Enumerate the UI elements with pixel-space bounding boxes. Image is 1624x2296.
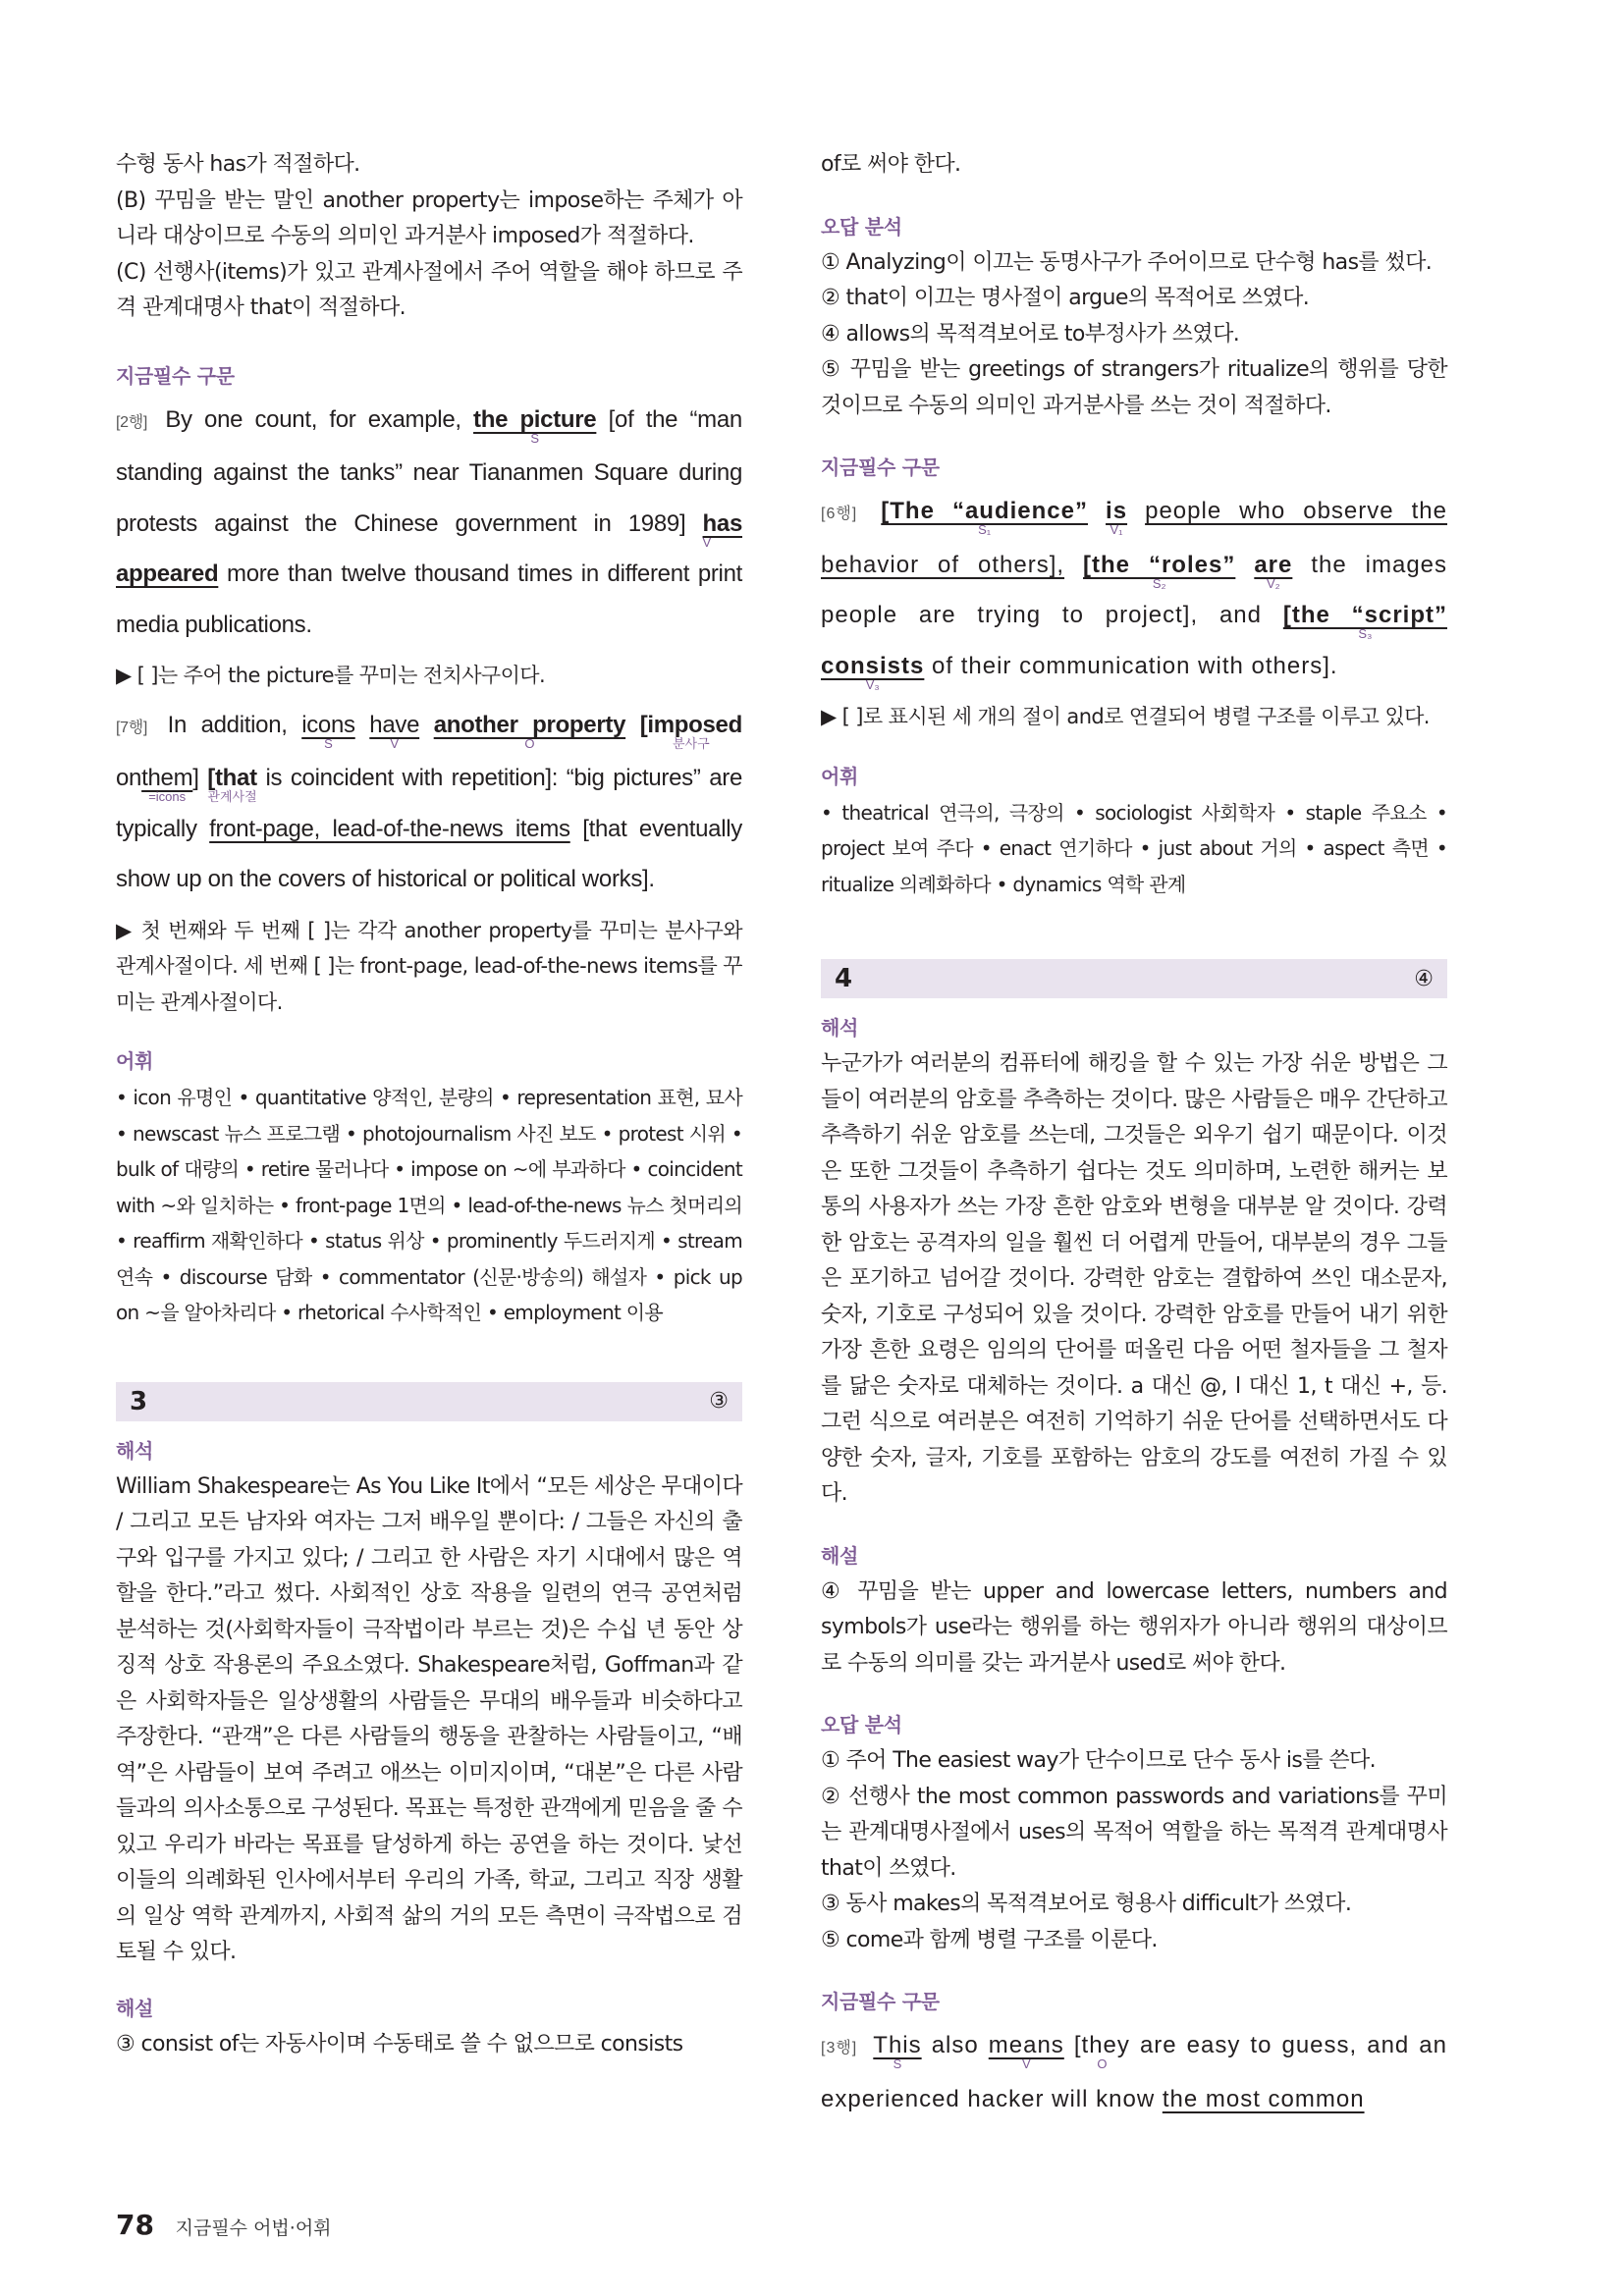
line-number: [3행]: [821, 2040, 858, 2056]
translation-heading: 해석: [116, 1438, 154, 1463]
wrong-answer-item: ① Analyzing이 이끄는 동명사구가 주어이므로 단수형 has를 썼다.: [821, 249, 1433, 275]
wrong-answer-item: ④ allows의 목적격보어로 to부정사가 쓰였다.: [821, 321, 1240, 347]
explanation-text: ③ consist of는 자동사이며 수동태로 쓸 수 없으므로 consists: [116, 2031, 683, 2056]
grammar-label: O: [1097, 2056, 1108, 2071]
explanation-continued: of로 써야 한다.: [821, 152, 961, 177]
subject-token: [The “audience” S₁: [881, 498, 1089, 537]
sentence-text: In addition,: [167, 711, 288, 738]
grammar-label: V₂: [1266, 575, 1280, 591]
question-number: 3: [130, 1386, 148, 1416]
verb-token: are V₂: [1254, 552, 1292, 578]
wrong-answer-item: ② that이 이끄는 명사절이 argue의 목적어로 쓰였다.: [821, 286, 1310, 310]
grammar-label: O: [524, 735, 535, 751]
sentence-text: [that eventually show up on the covers of historical or political works].: [116, 815, 742, 892]
line-number: [6행]: [821, 506, 858, 522]
translation-heading: 해석: [821, 1016, 859, 1040]
left-column: [116, 147, 742, 2062]
subject-token: [the “roles” S₂: [1083, 551, 1236, 591]
question-bar: [821, 959, 1447, 998]
relative-bracket: [that 관계사절: [207, 765, 257, 791]
verb-token: consists V₃: [821, 652, 925, 692]
question-number: 4: [835, 964, 853, 993]
syntax-sentence-3: [821, 486, 1447, 691]
sentence-text: are easy to guess, and an experienced hacker will know: [821, 2032, 1447, 2112]
grammar-label: V: [1021, 2056, 1031, 2071]
explanation-text: ④ 꾸밈을 받는 upper and lowercase letters, numbers and symbols가 use라는 행위를 하는 행위자가 아니라 행위의 대상이므로 수동의 의미를 갖는 과거분사 used로 써야 한다.: [821, 1578, 1447, 1676]
verb-token: means V: [988, 2032, 1064, 2071]
grammar-label: S₃: [1358, 626, 1373, 641]
subject-token: the picture S: [473, 405, 597, 446]
subject-token: [the “script” S₃: [1282, 602, 1447, 641]
grammar-label: 분사구: [672, 735, 710, 751]
line-number: [7행]: [116, 719, 148, 736]
grammar-label: S₂: [1152, 575, 1166, 591]
wrong-answer-heading: 오답 분석: [821, 1713, 902, 1736]
object-token: another property O: [433, 711, 626, 751]
grammar-label: =icons: [148, 789, 187, 804]
translation-text: William Shakespeare는 As You Like It에서 “모든 세상은 무대이다 / 그리고 모든 남자와 여자는 그저 배우일 뿐이다: / 그들은 자신의 출구와 입구를 가지고 있다; / 그리고 한 사람은 자기 시대에서 많은 역할을 한다.”라고 썼다. 사회적인 상호 작용을 일련의 연극 공연처럼 분석하는 것(사회학자들이 극작법이라 부르는 것)은 수십 년 동안 상징적 상호 작용론의 주요소였다. Shakespeare처럼, Goffman과 같은 사회학자들은 일상생활의 사람들은 무대의 배우들과 비슷하다고 주장한다. “관객”은 다른 사람들의 행동을 관찰하는 사람들이고, “배역”은 사람들이 보여 주려고 애쓰는 이미지이며, “대본”은 다른 사람들과의 의사소통으로 구성된다. 목표는 특정한 관객에게 믿음을 줄 수 있고 우리가 바라는 목표를 달성하게 하는 공연을 하는 것이다. 낯선 이들의 의례화된 인사에서부터 우리의 가족, 학교, 그리고 직장 생활의 일상 역학 관계까지, 사회적 삶의 거의 모든 측면이 극작법으로 검토될 수 있다.: [116, 1473, 742, 1964]
verb-token: have V: [369, 711, 420, 751]
grammar-label: 관계사절: [207, 789, 257, 804]
page-number: 78: [116, 2209, 154, 2241]
verb-token: is V₁: [1106, 498, 1127, 524]
wrong-answer-item: ③ 동사 makes의 목적격보어로 형용사 difficult가 쓰였다.: [821, 1892, 1352, 1916]
explanation-heading: 해설: [116, 1996, 154, 2020]
vocab-list: • theatrical 연극의, 극장의 • sociologist 사회학자 • staple 주요소 • project 보여 주다 • enact 연기하다 • just about 거의 • aspect 측면 • ritualize 의례화하다 • dynamics 역학 관계: [821, 800, 1447, 896]
answer-mark: ④: [1414, 966, 1434, 991]
intro-line: (C) 선행사(items)가 있고 관계사절에서 주어 역할을 해야 하므로 주격 관계대명사 that이 적절하다.: [116, 259, 742, 320]
intro-line: 수형 동사 has가 적절하다.: [116, 152, 360, 177]
subject-token: This S: [873, 2032, 922, 2071]
page-footer: [116, 2209, 332, 2241]
syntax-heading: 지금필수 구문: [821, 1990, 940, 2013]
sentence-text: of their communication with others].: [932, 652, 1338, 679]
syntax-heading: 지금필수 구문: [821, 455, 940, 479]
grammar-label: S₁: [978, 522, 992, 537]
wrong-answer-heading: 오답 분석: [821, 214, 902, 239]
sentence-text: By one count, for example,: [165, 405, 461, 433]
noun-phrase-token: the most common: [1162, 2085, 1365, 2112]
participle-bracket: [imposed 분사구: [640, 712, 742, 738]
grammar-label: S: [893, 2056, 902, 2071]
sentence-text: [of the “man standing against the tanks” near Tiananmen Square during protests against the Chinese government in 1989]: [116, 405, 742, 537]
grammar-label: V₃: [865, 676, 880, 692]
line-number: [2행]: [116, 413, 148, 431]
grammar-label: V₁: [1110, 522, 1123, 537]
subject-token: icons S: [301, 711, 355, 751]
sentence-text: also: [931, 2032, 979, 2058]
translation-text: 누군가가 여러분의 컴퓨터에 해킹을 할 수 있는 가장 쉬운 방법은 그들이 여러분의 암호를 추측하는 것이다. 많은 사람들은 매우 간단하고 추측하기 쉬운 암호를 쓰는데, 그것들은 외우기 쉽기 때문이다. 이것은 또한 그것들이 추측하기 쉽다는 것도 의미하며, 노련한 해커는 보통의 사용자가 쓰는 가장 흔한 암호와 변형을 대부분 알 것이다. 강력한 암호는 공격자의 일을 훨씬 더 어렵게 만들어, 대부분의 경우 그들은 포기하고 넘어갈 것이다. 강력한 암호는 결합하여 쓰인 대소문자, 숫자, 기호로 구성되어 있을 것이다. 강력한 암호를 만들어 내기 위한 가장 흔한 요령은 임의의 단어를 떠올린 다음 어떤 철자들을 그 철자를 닮은 숫자로 대체하는 것이다. a 대신 @, l 대신 1, t 대신 +, 등. 그런 식으로 여러분은 여전히 기억하기 쉬운 단어를 선택하면서도 다양한 숫자, 글자, 기호를 포함하는 암호의 강도를 여전히 가질 수 있다.: [821, 1051, 1447, 1506]
sentence-text: ]: [192, 765, 199, 791]
pronoun-token: them =icons: [141, 765, 192, 791]
sentence-text: on: [116, 765, 142, 791]
wrong-answer-item: ① 주어 The easiest way가 단수이므로 단수 동사 is를 쓴다.: [821, 1748, 1377, 1773]
wrong-answer-item: ⑤ 꾸밈을 받는 greetings of strangers가 ritualize의 행위를 당한 것이므로 수동의 의미인 과거분사를 쓰는 것이 적절하다.: [821, 357, 1447, 418]
vocab-list: • icon 유명인 • quantitative 양적인, 분량의 • representation 표현, 묘사 • newscast 뉴스 프로그램 • photojournalism 사진 보도 • protest 시위 • bulk of 대량의 • retire 물러나다 • impose on ~에 부과하다 • coincident with ~와 일치하는 • front-page 1면의 • lead-of-the-news 뉴스 첫머리의 • reaffirm 재확인하다 • status 위상 • prominently 두드러지게 • stream 연속 • discourse 담화 • commentator (신문·방송의) 해설자 • pick up on ~을 알아차리다 • rhetorical 수사학적인 • employment 이용: [116, 1086, 742, 1324]
grammar-label: V: [390, 735, 400, 751]
right-column: [821, 147, 1447, 2124]
syntax-note: ▶ [ ]는 주어 the picture를 꾸미는 전치사구이다.: [116, 664, 546, 687]
syntax-sentence-4: [821, 2020, 1447, 2124]
grammar-label: S: [324, 735, 333, 751]
vocab-heading: 어휘: [116, 1049, 154, 1073]
book-title: 지금필수 어법·어휘: [175, 2217, 332, 2239]
syntax-sentence-1: [116, 395, 742, 651]
syntax-heading: 지금필수 구문: [116, 363, 235, 388]
sentence-text: people who observe the behavior of others],: [821, 498, 1448, 578]
wrong-answer-item: ② 선행사 the most common passwords and variations를 꾸미는 관계대명사절에서 uses의 목적어 역할을 하는 목적격 관계대명사 that이 쓰였다.: [821, 1784, 1447, 1881]
sentence-text: the images people are trying to project], and: [821, 551, 1448, 628]
syntax-sentence-2: [116, 700, 742, 905]
sentence-text: is coincident with repetition]: “big pictures” are typically: [116, 765, 742, 842]
wrong-answer-item: ⑤ come과 함께 병렬 구조를 이룬다.: [821, 1927, 1158, 1952]
grammar-label: S: [530, 430, 540, 446]
question-bar: [116, 1382, 742, 1421]
noun-phrase-token: front-page, lead-of-the-news items: [209, 815, 570, 842]
syntax-note: ▶ 첫 번째와 두 번째 [ ]는 각각 another property를 꾸미는 분사구와 관계사절이다. 세 번째 [ ]는 front-page, lead-of-the-news items를 꾸미는 관계사절이다.: [116, 918, 742, 1014]
verb-token: has appeared V: [116, 509, 743, 587]
explanation-heading: 해설: [821, 1543, 859, 1568]
syntax-note: ▶ [ ]로 표시된 세 개의 절이 and로 연결되어 병렬 구조를 이루고 있다.: [821, 705, 1430, 728]
intro-line: (B) 꾸밈을 받는 말인 another property는 impose하는 주체가 아니라 대상이므로 수동의 의미인 과거분사 imposed가 적절하다.: [116, 187, 742, 248]
vocab-heading: 어휘: [821, 764, 859, 788]
sentence-text: more than twelve thousand times in different print media publications.: [116, 561, 743, 638]
answer-mark: ③: [709, 1389, 729, 1414]
object-clause-token: [they O: [1073, 2032, 1130, 2071]
